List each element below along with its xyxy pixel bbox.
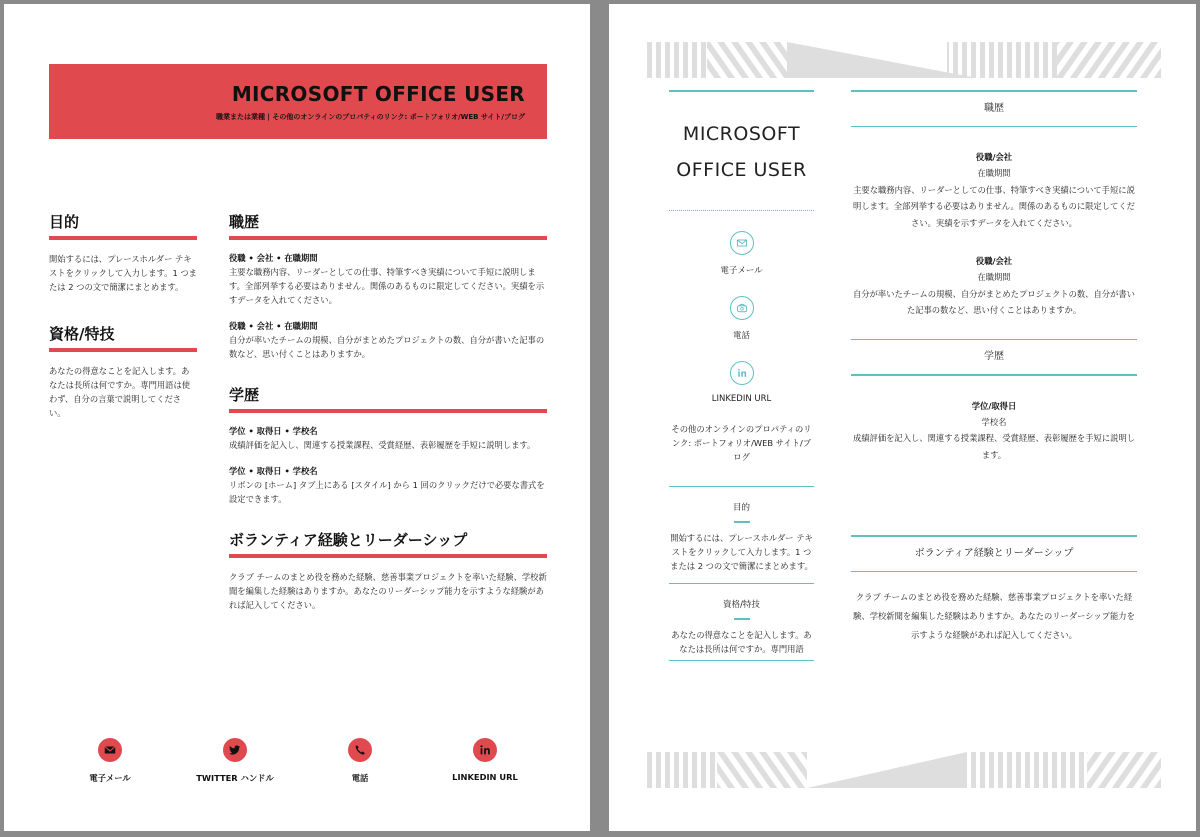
objective-heading[interactable]: 目的 — [732, 503, 750, 513]
contact-linkedin[interactable] — [425, 738, 545, 782]
objective-heading[interactable]: 目的 — [49, 213, 80, 231]
section-rule — [229, 554, 547, 558]
decorative-stripes-bottom — [647, 752, 1161, 788]
objective-text[interactable]: 開始するには、プレースホルダー テキストをクリックして入力します。1 つまたは 2 つの文で簡潔にまとめます。 — [49, 254, 197, 292]
contact-email[interactable] — [50, 738, 170, 784]
experience-heading[interactable]: 職歴 — [229, 213, 260, 231]
contact-phone[interactable] — [669, 296, 814, 341]
entry-text[interactable]: 自分が率いたチームの規模、自分がまとめたプロジェクトの数、自分が書いた記事の数など、思い付くことはありますか。 — [229, 335, 545, 359]
main-column — [851, 90, 1137, 645]
divider — [669, 486, 814, 488]
experience-entry — [229, 320, 547, 361]
experience-entry — [851, 253, 1137, 319]
divider — [851, 571, 1137, 573]
contact-label: LINKEDIN URL — [711, 393, 772, 404]
resume-page-teal — [609, 4, 1196, 831]
section-rule — [49, 348, 197, 352]
email-icon — [730, 231, 754, 255]
entry-text[interactable]: 主要な職務内容、リーダーとしての仕事、特筆すべき実績について手短に説明します。全部列挙する必要はありません。関係のあるものに限定してください。実績を示すデータを入れてください。 — [853, 184, 1135, 228]
contact-label: 電子メール — [720, 265, 763, 276]
education-entry — [229, 465, 547, 506]
short-rule — [734, 618, 750, 620]
entry-school[interactable]: 学校名 — [981, 416, 1007, 427]
entry-text[interactable]: 主要な職務内容、リーダーとしての仕事、特筆すべき実績について手短に説明します。全部列挙する必要はありません。関係のあるものに限定してください。実績を示すデータを入れてください。 — [229, 267, 545, 305]
entry-text[interactable]: 成績評価を記入し、関連する授業課程、受賞経歴、表彰履歴を手短に説明します。 — [852, 433, 1136, 460]
divider — [851, 126, 1137, 128]
divider — [669, 660, 814, 662]
links-text[interactable]: その他のオンラインのプロパティのリンク: ポートフォリオ/WEB サイト/ブログ — [671, 423, 812, 462]
education-entry — [229, 425, 547, 452]
volunteer-text[interactable]: クラブ チームのまとめ役を務めた経験、慈善事業プロジェクトを率いた経験、学校新聞を編集した経験はありますか。あなたのリーダーシップ能力を示すような経験があれば記入してください。 — [229, 572, 547, 610]
contact-label: LINKEDIN URL — [452, 772, 518, 782]
twitter-icon — [223, 738, 247, 762]
resume-subtitle[interactable]: 職業または業種 | その他のオンラインのプロパティのリンク: ポートフォリオ/WEB サイト/ブログ — [215, 113, 525, 121]
contact-label: 電話 — [732, 330, 750, 341]
skills-heading[interactable]: 資格/特技 — [49, 325, 115, 343]
volunteer-heading[interactable]: ボランティア経験とリーダーシップ — [914, 547, 1074, 559]
linkedin-icon — [473, 738, 497, 762]
skills-heading[interactable]: 資格/特技 — [723, 600, 760, 610]
education-entry — [851, 398, 1137, 464]
experience-section — [229, 212, 547, 361]
entry-title[interactable]: 役職/会社 — [975, 256, 1013, 266]
decorative-stripes-top — [647, 42, 1161, 78]
contact-linkedin[interactable] — [669, 361, 814, 404]
divider — [851, 374, 1137, 376]
name-line-1: MICROSOFT — [682, 122, 801, 145]
resume-page-red — [4, 4, 590, 831]
email-icon — [98, 738, 122, 762]
right-column — [229, 212, 547, 612]
resume-name[interactable] — [669, 116, 814, 188]
education-heading[interactable]: 学歴 — [984, 351, 1004, 362]
header-banner — [49, 64, 547, 139]
contact-label: 電話 — [351, 773, 369, 783]
volunteer-text[interactable]: クラブ チームのまとめ役を務めた経験、慈善事業プロジェクトを率いた経験、学校新聞を編集した経験はありますか。あなたのリーダーシップ能力を示すような経験があれば記入してください。 — [853, 592, 1135, 640]
contact-label: TWITTER ハンドル — [196, 773, 274, 783]
experience-heading[interactable]: 職歴 — [984, 102, 1004, 114]
objective-text[interactable]: 開始するには、プレースホルダー テキストをクリックして入力します。1 つまたは 2 つの文で簡潔にまとめます。 — [670, 532, 813, 571]
experience-entry — [229, 252, 547, 307]
skills-section — [49, 324, 197, 420]
volunteer-section — [229, 530, 547, 612]
section-rule — [229, 409, 547, 413]
section-rule — [49, 236, 197, 240]
phone-icon — [730, 296, 754, 320]
phone-icon — [348, 738, 372, 762]
entry-title[interactable]: 学位 • 取得日 • 学校名 — [229, 426, 318, 436]
entry-text[interactable]: 成績評価を記入し、関連する授業課程、受賞経歴、表彰履歴を手短に説明します。 — [229, 440, 536, 450]
entry-text[interactable]: 自分が率いたチームの規模、自分がまとめたプロジェクトの数、自分が書いた記事の数など、思い付くことはありますか。 — [853, 288, 1135, 315]
entry-title[interactable]: 役職/会社 — [975, 152, 1013, 162]
contact-email[interactable] — [669, 231, 814, 276]
contact-label: 電子メール — [89, 773, 131, 783]
entry-title[interactable]: 学位 • 取得日 • 学校名 — [229, 466, 318, 476]
contact-phone[interactable] — [300, 738, 420, 784]
entry-title[interactable]: 役職 • 会社 • 在職期間 — [229, 321, 318, 331]
contact-twitter[interactable] — [175, 738, 295, 784]
objective-section — [49, 212, 197, 294]
skills-text[interactable]: あなたの得意なことを記入します。あなたは長所は何ですか。専門用語は使わず、自分の言葉で説明してください。 — [49, 366, 191, 418]
skills-text[interactable]: あなたの得意なことを記入します。あなたは長所は何ですか。専門用語 — [671, 629, 812, 654]
entry-title[interactable]: 役職 • 会社 • 在職期間 — [229, 253, 318, 263]
section-rule — [229, 236, 547, 240]
education-section — [229, 385, 547, 506]
entry-period[interactable]: 在職期間 — [977, 272, 1011, 282]
divider — [669, 210, 814, 211]
education-heading[interactable]: 学歴 — [229, 386, 260, 404]
resume-name[interactable]: MICROSOFT OFFICE USER — [231, 82, 525, 106]
linkedin-icon — [730, 361, 754, 385]
volunteer-heading[interactable]: ボランティア経験とリーダーシップ — [229, 531, 468, 549]
left-column — [49, 212, 197, 420]
divider — [669, 583, 814, 585]
divider — [669, 90, 814, 92]
short-rule — [734, 521, 750, 523]
experience-entry — [851, 149, 1137, 231]
entry-period[interactable]: 在職期間 — [977, 168, 1011, 178]
entry-text[interactable]: リボンの [ホーム] タブ上にある [スタイル] から 1 回のクリックだけで必要な書式を設定できます。 — [229, 480, 545, 504]
entry-title[interactable]: 学位/取得日 — [971, 400, 1017, 411]
name-line-2: OFFICE USER — [676, 158, 807, 181]
sidebar-column — [669, 90, 814, 661]
